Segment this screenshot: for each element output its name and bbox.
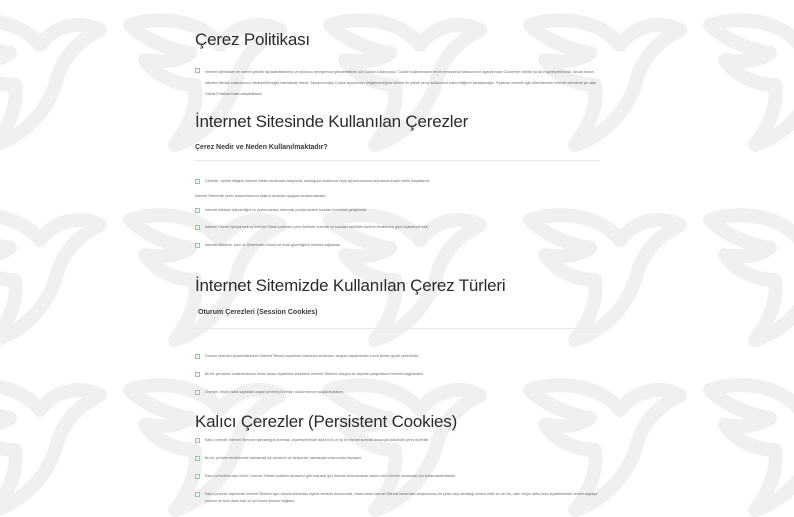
used-intro: İnternet Sitemizde çerez kullanılmasının başlıca amaçları aşağıda sıralanmaktadır: — [195, 194, 327, 198]
persistent-bullet-3: Kalıcı çerezlerin bazı türleri; İnternet Sitesini kullanım amacınız gibi hususlar göz önünde bulundurarak sizlere özel öneriler sunulması için kullanılabilmektedir. — [195, 473, 600, 480]
persistent-bullet-4: Kalıcı çerezler sayesinde İnternet Sitemizi aynı cihazla tekrardan ziyaret etmeniz durumunda, cihazınızda İnternet Sitemiz tarafından oluşturulmuş bir çerez olup olmadığı kontrol edilir ve var ise, sizin veriye daha önce ziyaretinizdeki verileri sayfaya yansıtır ve sizin daha hızlı ve iyi hizmet almanız sağlanır. — [195, 491, 600, 505]
check-icon — [195, 438, 200, 443]
check-icon — [195, 492, 200, 497]
persistent-bullet-2: Bu tür çerezler tercihlerinizi hatırlamak için kullanılır ve tarayıcılar vasıtasıyla cihazınızda depolanır. — [195, 455, 600, 462]
types-bullet-2: Bu tür çerezlerin kullanılmasının temel amacı ziyaretiniz süresince İnternet Sitesinin düzgün bir biçimde çalışmasının teminini sağlamaktır. — [195, 371, 600, 378]
divider — [195, 160, 600, 161]
check-icon — [195, 68, 200, 73]
check-icon — [195, 390, 200, 395]
check-icon — [195, 372, 200, 377]
check-icon — [195, 456, 200, 461]
divider — [195, 328, 600, 329]
used-bullet-1: Çerezler, ziyaret ettiğiniz internet siteleri tarafından tarayıcılar aracılığıyla cihazınıza veya ağ sunucusuna depolanan küçük metin dosyalarıdır. — [195, 178, 600, 185]
check-icon — [195, 179, 200, 184]
policy-title: Çerez Politikası — [195, 30, 310, 49]
persistent-cookies-title: Kalıcı Çerezler (Persistent Cookies) — [195, 412, 458, 431]
used-cookies-title: İnternet Sitesinde Kullanılan Çerezler — [195, 112, 469, 131]
used-cookies-subtitle: Çerez Nedir ve Neden Kullanılmaktadır? — [195, 144, 328, 151]
check-icon — [195, 208, 200, 213]
types-bullet-1: Oturum çerezleri ziyaretçilerimizin İnternet Sitesini ziyaretleri süresince kullanılan, tarayıcı kapatıldıktan sonra silinen geçici çerezlerdir. — [195, 353, 600, 360]
types-bullet-3: Örneğin; birden fazla sayfadan oluşan çevrimiçi formları doldurmanızın sağlanmaktadır. — [195, 389, 600, 396]
check-icon — [195, 243, 200, 248]
used-bullet-4: İnternet Sitesinin, sizin ve Şirketimizin hukuki ve ticari güvenliğinin teminini sağlamak. — [195, 242, 600, 249]
cookie-types-title: İnternet Sitemizde Kullanılan Çerez Türleri — [195, 276, 506, 295]
persistent-bullet-1: Kalıcı çerezler İnternet Sitesinin işlevselliğini artırmak, ziyaretçilerimize daha hızlı ve iyi bir hizmet sunmak amacıyla kullanılan çerez türleridir. — [195, 437, 600, 444]
check-icon — [195, 225, 200, 230]
session-cookies-subtitle: Oturum Çerezleri (Session Cookies) — [198, 309, 318, 316]
used-bullet-3: İnternet Sitesini iyileştirmek ve İnternet Sitesi üzerinden yeni özellikler sunmak ve sunulan özellikleri sizlerin tercihlerine göre kişiselleştirmek; — [195, 224, 600, 231]
used-bullet-2: İnternet sitesinin işlevselliğini ve performansını arttırmak yoluyla sizlere sunulan hizmetleri geliştirmek, — [195, 207, 600, 214]
check-icon — [195, 354, 200, 359]
policy-bullet: İnternet sitemizden en verimli şekilde faydalanabilmeniz ve kullanıcı deneyiminizi geliştirebilmek için Cookie kullanıyoruz. Cookie kullanılmasını tercih etmezseniz tarayıcınızın ayarlarından Cookie'leri silebilir ya da engelleyebilirsiniz. Ancak bunun internet sitemizi kullanımınızı etkileyebileceğini hatırlatmak isteriz. Tarayıcınızdan Cookie ayarlarınızı değiştirmediğiniz sürece bu sitede çerez kullanımını kabul ettiğinizi varsayacağız. Toplanan verilerle ilgili düzenlemeler internet sitemizde yer alan Gizlilik Politikası'ndan ulaşabilirsiniz. — [195, 67, 600, 100]
check-icon — [195, 474, 200, 479]
